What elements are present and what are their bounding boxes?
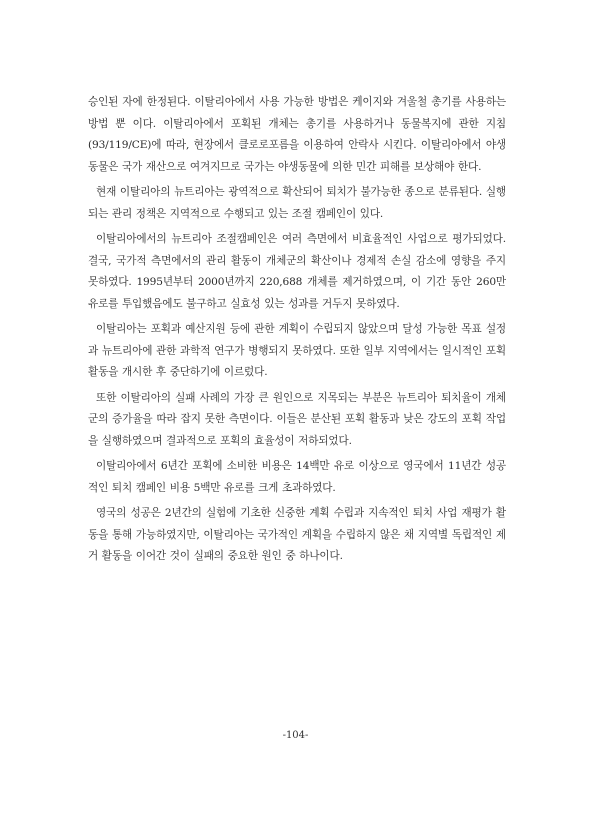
paragraph-6: 이탈리아에서 6년간 포획에 소비한 비용은 14백만 유로 이상으로 영국에서 11년간 성공적인 퇴치 캠페인 비용 5백만 유로를 크게 초과하였다. <box>88 460 506 494</box>
page-number: -104- <box>282 730 309 741</box>
document-body <box>88 92 506 572</box>
paragraph-1: 승인된 자에 한정된다. 이탈리아에서 사용 가능한 방법은 케이지와 겨울철 총기를 사용하는 방법 뿐 이다. 이탈리아에서 포획된 개체는 총기를 사용하거나 동물복지에 관한 지침(93/119/CE)에 따라, 현장에서 클로로포름을 이용하여 안락사 시킨다. 이탈리아에서 야생동물은 국가 재산으로 여겨지므로 국가는 야생동물에 의한 민간 피해를 보상해야 한다. <box>88 96 506 173</box>
paragraph-5: 또한 이탈리아의 실패 사례의 가장 큰 원인으로 지목되는 부분은 뉴트리아 퇴치율이 개체군의 증가율을 따라 잡지 못한 측면이다. 이들은 분산된 포획 활동과 낮은 강도의 포획 작업을 실행하였으며 결과적으로 포획의 효율성이 저하되었다. <box>88 391 506 447</box>
paragraph-3: 이탈리아에서의 뉴트리아 조절캠페인은 여러 측면에서 비효율적인 사업으로 평가되었다. 결국, 국가적 측면에서의 관리 활동이 개체군의 확산이나 경제적 손실 감소에 영향을 주지 못하였다. 1995년부터 2000년까지 220,688 개체를 제거하였으며, 이 기간 동안 260만 유로를 투입했음에도 불구하고 실효성 있는 성과를 거두지 못하였다. <box>88 233 506 310</box>
paragraph-2: 현재 이탈리아의 뉴트리아는 광역적으로 확산되어 퇴치가 불가능한 종으로 분류된다. 실행되는 관리 정책은 지역적으로 수행되고 있는 조절 캠페인이 있다. <box>88 186 506 220</box>
paragraph-4: 이탈리아는 포획과 예산지원 등에 관한 계획이 수립되지 않았으며 달성 가능한 목표 설정과 뉴트리아에 관한 과학적 연구가 병행되지 못하였다. 또한 일부 지역에서는 일시적인 포획 활동을 개시한 후 중단하기에 이르렀다. <box>88 323 506 378</box>
paragraph-7: 영국의 성공은 2년간의 실험에 기초한 신중한 계획 수립과 지속적인 퇴치 사업 재평가 활동을 통해 가능하였지만, 이탈리아는 국가적인 계획을 수립하지 않은 채 지역별 독립적인 제거 활동을 이어간 것이 실패의 중요한 원인 중 하나이다. <box>88 507 506 562</box>
